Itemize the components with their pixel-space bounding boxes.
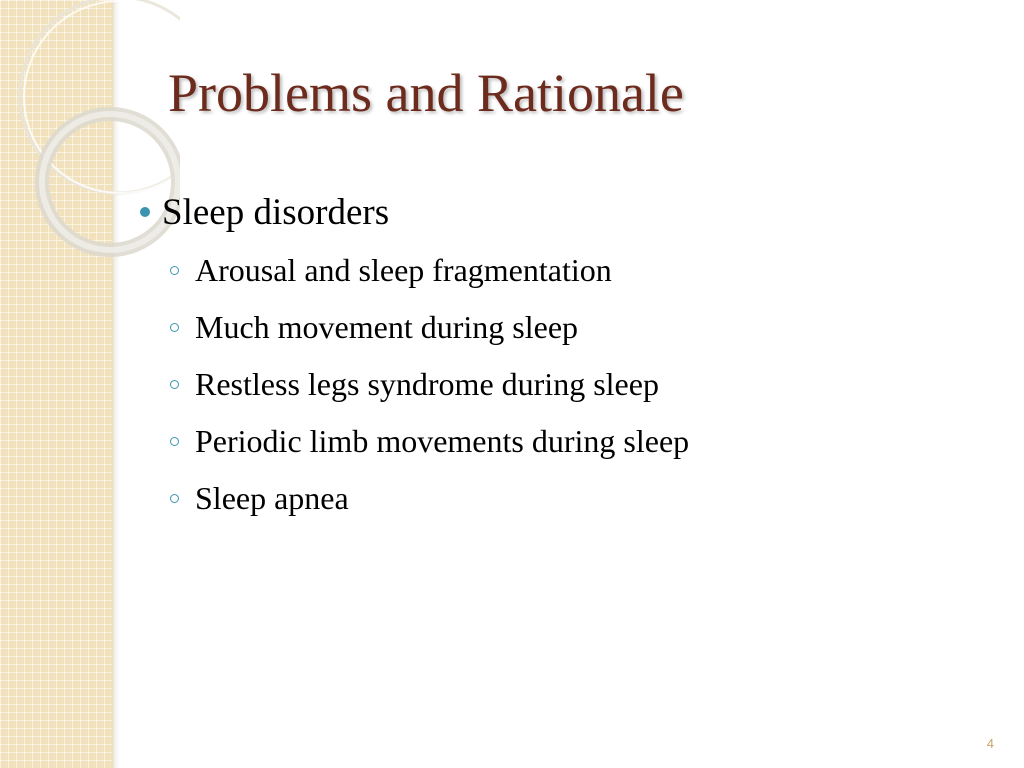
sub-bullet-item	[136, 299, 996, 356]
bullet-content	[136, 188, 996, 527]
hollow-circle-bullet-icon	[170, 494, 179, 503]
sub-bullet-text: Much movement during sleep	[195, 309, 579, 345]
bullet-item-level1	[136, 188, 996, 236]
page-number: 4	[986, 736, 994, 751]
sub-bullet-text: Restless legs syndrome during sleep	[195, 366, 659, 402]
sub-bullet-text: Arousal and sleep fragmentation	[195, 252, 612, 288]
sub-bullet-item	[136, 470, 996, 527]
sub-bullet-list	[136, 242, 996, 527]
sub-bullet-item	[136, 413, 996, 470]
hollow-circle-bullet-icon	[170, 323, 179, 332]
hollow-circle-bullet-icon	[170, 437, 179, 446]
sub-bullet-item	[136, 242, 996, 299]
slide-title: Problems and Rationale	[168, 63, 684, 123]
bullet-dot-icon	[140, 207, 150, 217]
sub-bullet-text: Sleep apnea	[195, 480, 349, 516]
bullet-label: Sleep disorders	[162, 191, 390, 233]
sub-bullet-item	[136, 356, 996, 413]
hollow-circle-bullet-icon	[170, 266, 179, 275]
hollow-circle-bullet-icon	[170, 380, 179, 389]
sub-bullet-text: Periodic limb movements during sleep	[195, 423, 690, 459]
